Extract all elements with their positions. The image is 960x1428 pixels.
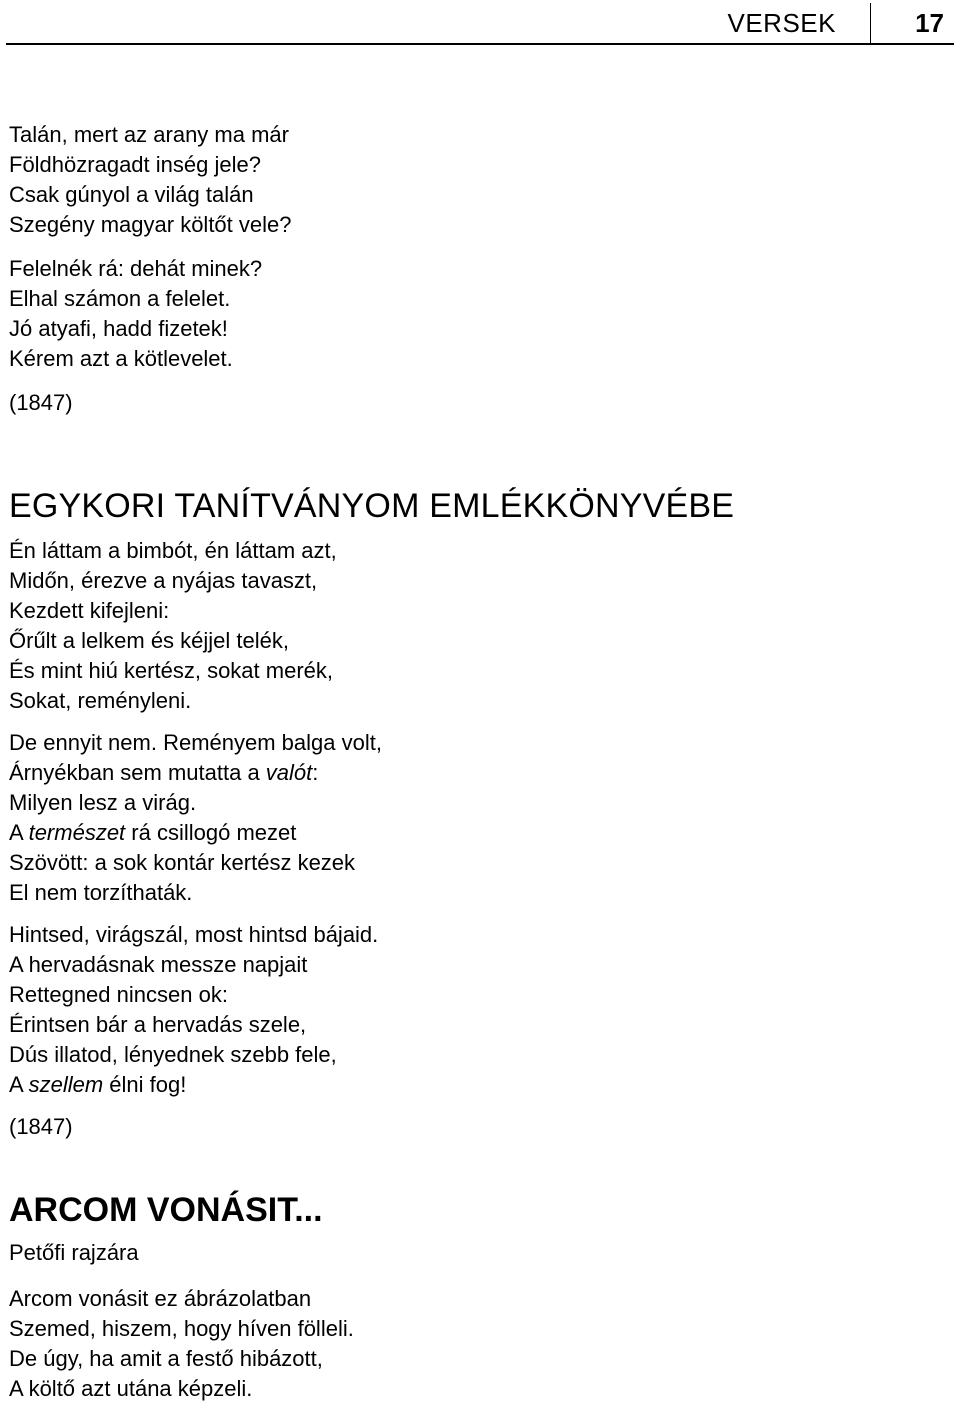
poem-line: Árnyékban sem mutatta a valót:	[9, 760, 319, 785]
poem-line: És mint hiú kertész, sokat merék,	[9, 658, 333, 683]
poem2-stanza2	[9, 728, 949, 908]
poem-line: A szellem élni fog!	[9, 1072, 187, 1097]
poem-line: Kérem azt a kötlevelet.	[9, 346, 233, 371]
poem-line: Őrűlt a lelkem és kéjjel telék,	[9, 628, 289, 653]
poem-line: Szegény magyar költőt vele?	[9, 212, 292, 237]
poem-line: Milyen lesz a virág.	[9, 790, 197, 815]
poem-line: Szövött: a sok kontár kertész kezek	[9, 850, 356, 875]
poem2-stanza3	[9, 920, 949, 1100]
poem-line: Arcom vonásit ez ábrázolatban	[9, 1286, 312, 1311]
poem-line: Midőn, érezve a nyájas tavaszt,	[9, 568, 318, 593]
poem-line: Elhal számon a felelet.	[9, 286, 231, 311]
poem-line: A hervadásnak messze napjait	[9, 952, 308, 977]
poem2-date: (1847)	[9, 1114, 73, 1139]
poem-line: A költő azt utána képzeli.	[9, 1376, 253, 1401]
poem1-stanza2	[9, 254, 949, 374]
poem-line: El nem torzíthaták.	[9, 880, 193, 905]
poem3-title: ARCOM VONÁSIT...	[9, 1191, 323, 1229]
poem-line: Szemed, hiszem, hogy híven fölleli.	[9, 1316, 354, 1341]
poem1-stanza1	[9, 120, 949, 240]
poem2-stanza1	[9, 536, 949, 716]
header-rule	[6, 43, 954, 45]
poem-line: Érintsen bár a hervadás szele,	[9, 1012, 307, 1037]
poem-line: Rettegned nincsen ok:	[9, 982, 228, 1007]
poem-line: Kezdett kifejleni:	[9, 598, 170, 623]
running-header	[0, 0, 960, 46]
header-divider	[870, 3, 871, 43]
poem-line: Én láttam a bimbót, én láttam azt,	[9, 538, 337, 563]
poem3-stanza1	[9, 1284, 949, 1404]
poem3-subtitle: Petőfi rajzára	[9, 1240, 139, 1265]
emphasis: szellem	[28, 1072, 104, 1097]
poem-line: De ennyit nem. Reményem balga volt,	[9, 730, 382, 755]
poem-line: Földhözragadt inség jele?	[9, 152, 261, 177]
poem-line: Dús illatod, lényednek szebb fele,	[9, 1042, 337, 1067]
section-title: VERSEK	[727, 8, 836, 38]
poem1-date: (1847)	[9, 390, 73, 415]
page-content	[9, 120, 949, 1404]
poem-line: Sokat, reményleni.	[9, 688, 192, 713]
emphasis: valót	[265, 760, 313, 785]
poem-line: Jó atyafi, hadd fizetek!	[9, 316, 228, 341]
poem-line: De úgy, ha amit a festő hibázott,	[9, 1346, 323, 1371]
poem-line: A természet rá csillogó mezet	[9, 820, 297, 845]
poem-line: Hintsed, virágszál, most hintsd bájaid.	[9, 922, 379, 947]
poem-line: Talán, mert az arany ma már	[9, 122, 289, 147]
poem-line: Felelnék rá: dehát minek?	[9, 256, 263, 281]
poem2-title: EGYKORI TANÍTVÁNYOM EMLÉKKÖNYVÉBE	[9, 487, 735, 525]
emphasis: természet	[28, 820, 126, 845]
page-number: 17	[915, 8, 944, 38]
poem-line: Csak gúnyol a világ talán	[9, 182, 254, 207]
